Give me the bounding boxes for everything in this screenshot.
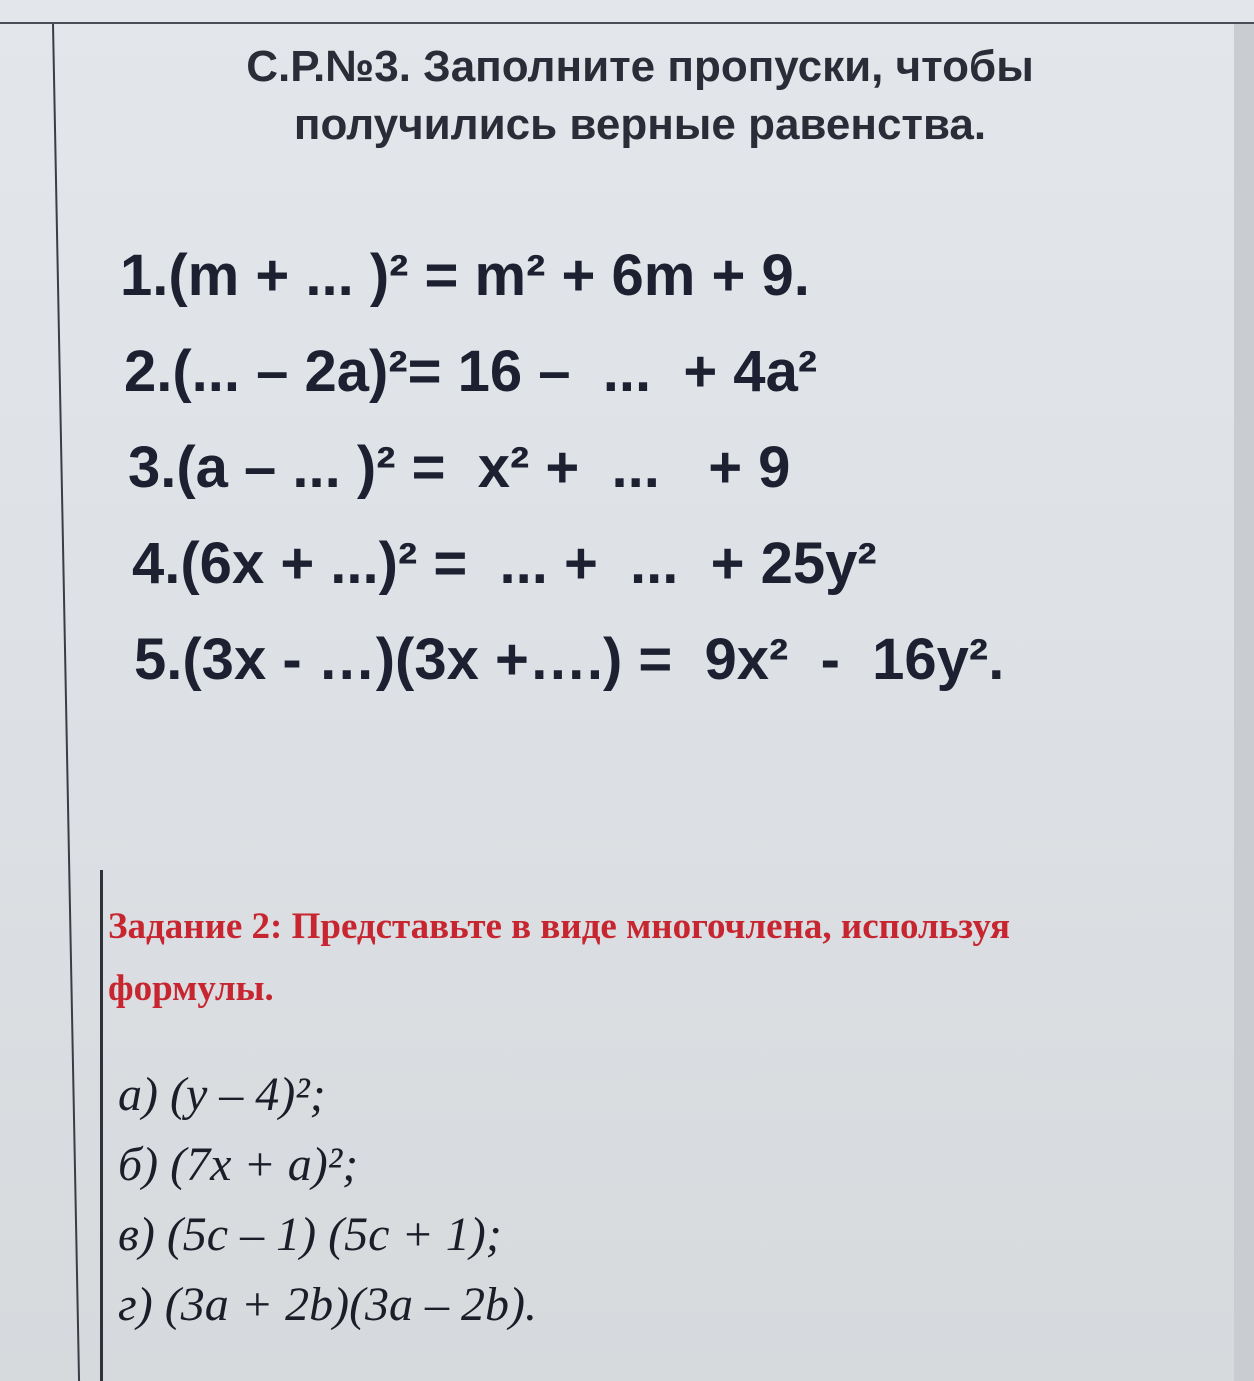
equation-5: 5.(3x - …)(3x +….) = 9x² - 16y². [134, 627, 1005, 692]
equation-1: 1.(m + ... )² = m² + 6m + 9. [120, 243, 810, 308]
task-2-heading [108, 896, 1238, 1020]
title-line-2: получились верные равенства. [293, 100, 987, 149]
task-2-heading-line-1: Задание 2: Представьте в виде многочлена, используя [108, 906, 1010, 947]
equation-list [120, 228, 1220, 708]
task-item-b: б) (7x + a)²; [118, 1138, 359, 1191]
task-item-g: г) (3a + 2b)(3a – 2b). [118, 1278, 538, 1331]
left-border-line [52, 24, 80, 1381]
equation-4: 4.(6x + ...)² = ... + ... + 25y² [132, 531, 877, 596]
page-title [140, 38, 1140, 154]
task-2-heading-line-2: формулы. [108, 968, 274, 1009]
task-item-a: а) (у – 4)²; [118, 1068, 326, 1121]
task-item-v: в) (5c – 1) (5c + 1); [118, 1208, 502, 1261]
title-line-1: С.Р.№3. Заполните пропуски, чтобы [246, 42, 1034, 91]
equation-2: 2.(... – 2a)²= 16 – ... + 4a² [124, 339, 818, 404]
equation-3: 3.(a – ... )² = x² + ... + 9 [128, 435, 791, 500]
top-border-line [0, 22, 1254, 24]
lower-left-border-line [100, 870, 103, 1381]
right-edge [1234, 24, 1254, 1381]
task-2-list [118, 1060, 1118, 1340]
